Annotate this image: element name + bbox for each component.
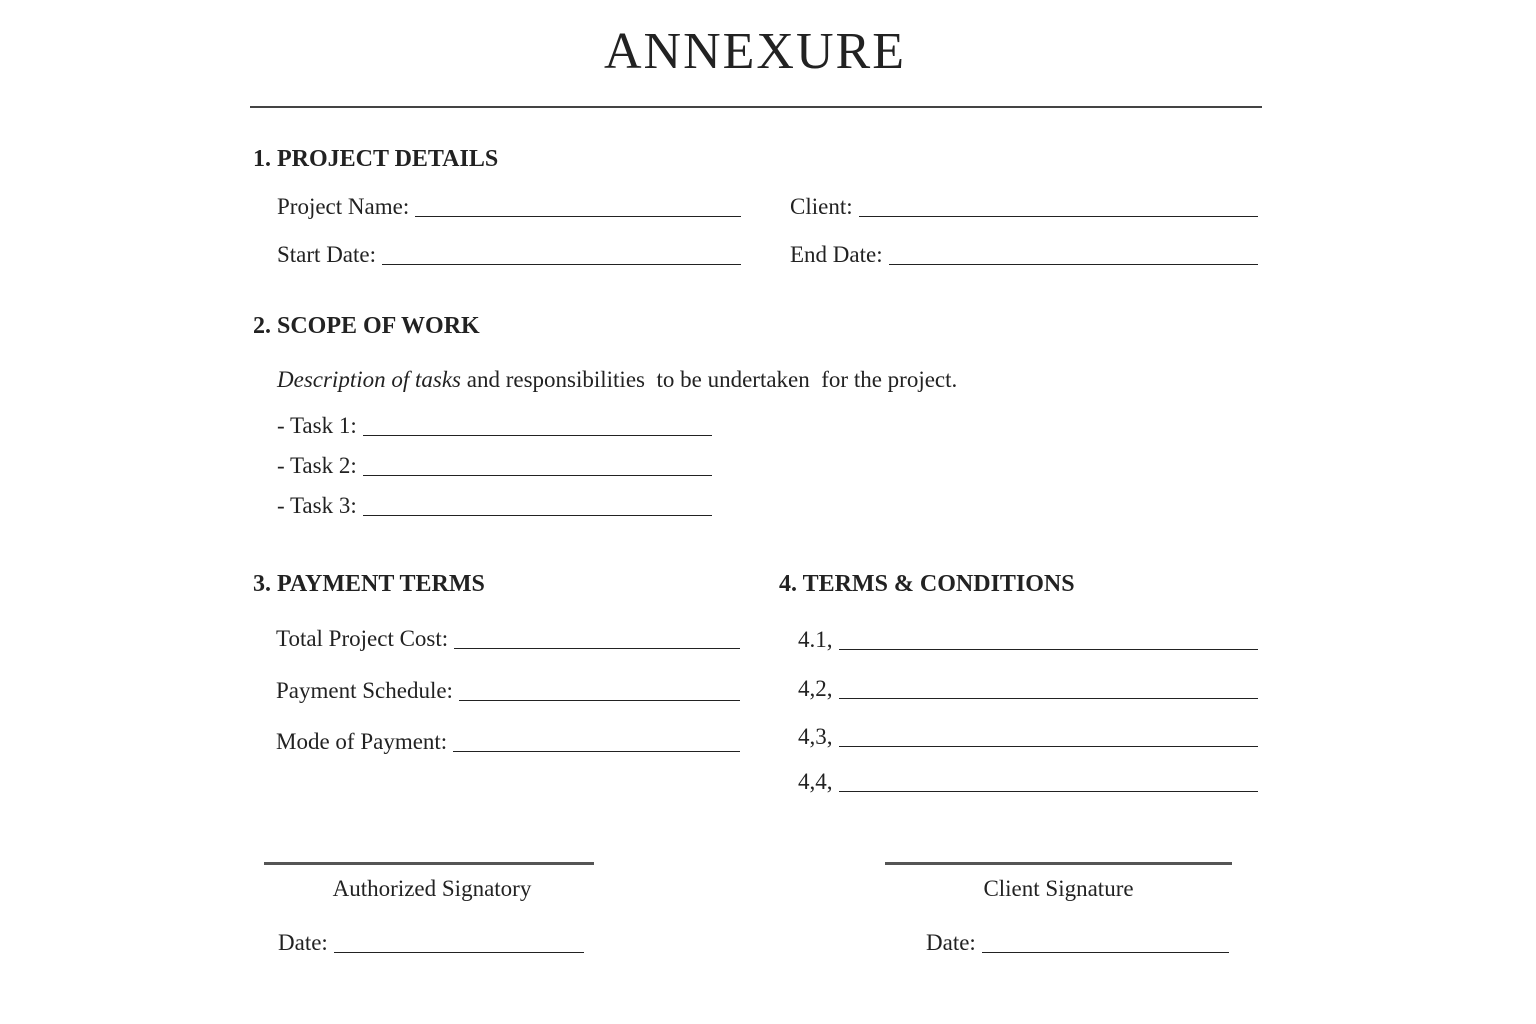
- payment-schedule-label: Payment Schedule:: [276, 678, 453, 703]
- authorized-signatory-label: Authorized Signatory: [332, 876, 532, 901]
- term-4-3-field[interactable]: [798, 724, 1258, 750]
- payment-schedule-field[interactable]: [276, 678, 740, 704]
- term-4-1-field[interactable]: [798, 627, 1258, 653]
- section-heading-terms-conditions: 4. TERMS & CONDITIONS: [779, 571, 1075, 597]
- end-date-label: End Date:: [790, 242, 883, 267]
- project-name-field[interactable]: [277, 194, 741, 220]
- mode-of-payment-label: Mode of Payment:: [276, 729, 448, 754]
- task-1-field[interactable]: [277, 413, 712, 439]
- term-4-3-input-line[interactable]: [839, 728, 1259, 747]
- scope-description-rest: and responsibilities to be undertaken for the project.: [466, 367, 958, 392]
- task-3-input-line[interactable]: [363, 497, 712, 516]
- client-signature-date-field[interactable]: [926, 930, 1229, 956]
- client-signature-date-label: Date:: [926, 930, 976, 955]
- authorized-signatory-date-input-line[interactable]: [334, 934, 584, 953]
- task-3-label: - Task 3:: [277, 493, 357, 518]
- total-project-cost-field[interactable]: [276, 626, 740, 652]
- start-date-label: Start Date:: [277, 242, 376, 267]
- term-4-4-field[interactable]: [798, 769, 1258, 795]
- total-project-cost-input-line[interactable]: [454, 630, 740, 649]
- mode-of-payment-input-line[interactable]: [453, 733, 740, 752]
- scope-description-italic: Description of tasks: [277, 367, 461, 392]
- term-4-3-label: 4,3,: [798, 724, 833, 749]
- client-signature-label: Client Signature: [983, 876, 1134, 901]
- term-4-2-label: 4,2,: [798, 676, 833, 701]
- section-heading-project-details: 1. PROJECT DETAILS: [253, 146, 499, 172]
- task-2-label: - Task 2:: [277, 453, 357, 478]
- total-project-cost-label: Total Project Cost:: [276, 626, 449, 651]
- term-4-1-input-line[interactable]: [839, 631, 1259, 650]
- section-heading-payment-terms: 3. PAYMENT TERMS: [253, 571, 485, 597]
- task-1-input-line[interactable]: [363, 417, 712, 436]
- authorized-signatory-line[interactable]: [264, 862, 594, 865]
- client-signature-line[interactable]: [885, 862, 1232, 865]
- start-date-input-line[interactable]: [382, 246, 741, 265]
- term-4-1-label: 4.1,: [798, 627, 833, 652]
- scope-description: [277, 367, 957, 393]
- mode-of-payment-field[interactable]: [276, 729, 740, 755]
- authorized-signatory-date-field[interactable]: [278, 930, 584, 956]
- term-4-2-input-line[interactable]: [839, 680, 1259, 699]
- task-2-input-line[interactable]: [363, 457, 712, 476]
- page-title: ANNEXURE: [604, 23, 906, 80]
- end-date-field[interactable]: [790, 242, 1258, 268]
- authorized-signatory-date-label: Date:: [278, 930, 328, 955]
- client-input-line[interactable]: [859, 198, 1258, 217]
- title-divider: [250, 106, 1262, 108]
- task-3-field[interactable]: [277, 493, 712, 519]
- client-label: Client:: [790, 194, 853, 219]
- term-4-4-input-line[interactable]: [839, 773, 1259, 792]
- client-field[interactable]: [790, 194, 1258, 220]
- task-2-field[interactable]: [277, 453, 712, 479]
- section-heading-scope-of-work: 2. SCOPE OF WORK: [253, 313, 480, 339]
- term-4-2-field[interactable]: [798, 676, 1258, 702]
- client-signature-date-input-line[interactable]: [982, 934, 1229, 953]
- task-1-label: - Task 1:: [277, 413, 357, 438]
- payment-schedule-input-line[interactable]: [459, 682, 740, 701]
- project-name-label: Project Name:: [277, 194, 410, 219]
- start-date-field[interactable]: [277, 242, 741, 268]
- project-name-input-line[interactable]: [415, 198, 741, 217]
- term-4-4-label: 4,4,: [798, 769, 833, 794]
- end-date-input-line[interactable]: [889, 246, 1258, 265]
